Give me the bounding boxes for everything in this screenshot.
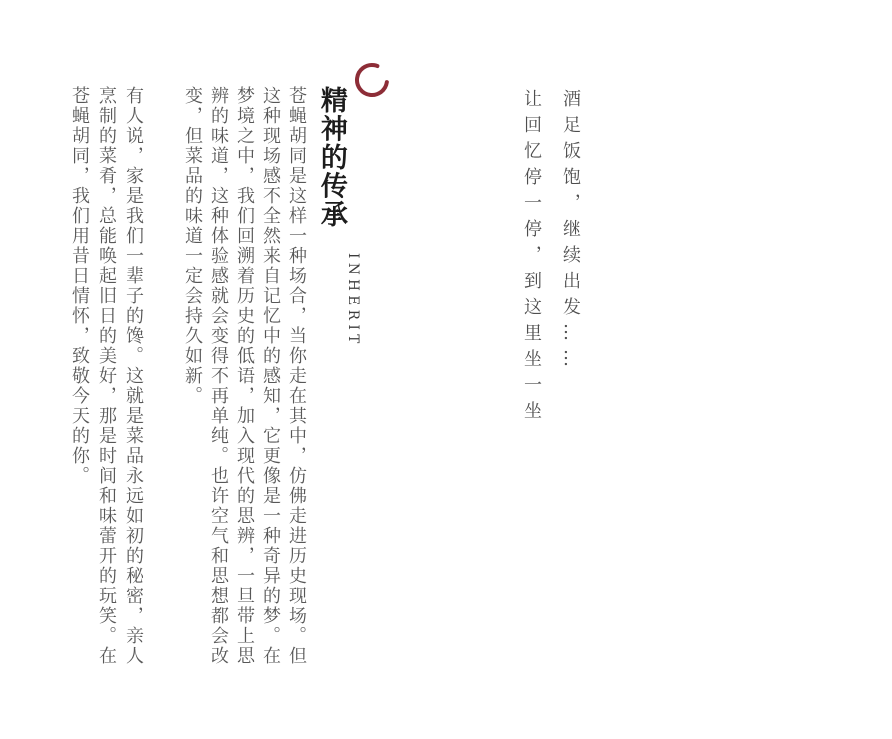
page-title: 精神的传承 [315, 86, 347, 229]
page-subtitle-inherit: INHERIT [345, 253, 361, 348]
red-enso-circle-icon [354, 62, 390, 98]
farewell-quote [512, 89, 590, 509]
farewell-quote-line-1: 酒足饭饱，继续出发…… [560, 89, 581, 375]
closing-paragraph: 有人说，家是我们一辈子的馋。这就是菜品永远如初的秘密，亲人烹制的菜肴，总能唤起旧日的美好，那是时间和味蕾开的玩笑。在苍蝇胡同，我们用昔日情怀，致敬今天的你。 [69, 86, 144, 666]
intro-paragraph: 苍蝇胡同是这样一种场合，当你走在其中，仿佛走进历史现场。但这种现场感不全然来自记忆中的感知，它更像是一种奇异的梦。在梦境之中，我们回溯着历史的低语，加入现代的思辨，一旦带上思辨的味道，这种体验感就会变得不再单纯。也许空气和思想都会改变，但菜品的味道一定会持久如新。 [182, 86, 307, 666]
farewell-quote-line-2: 让回忆停一停，到这里坐一坐 [521, 89, 542, 427]
